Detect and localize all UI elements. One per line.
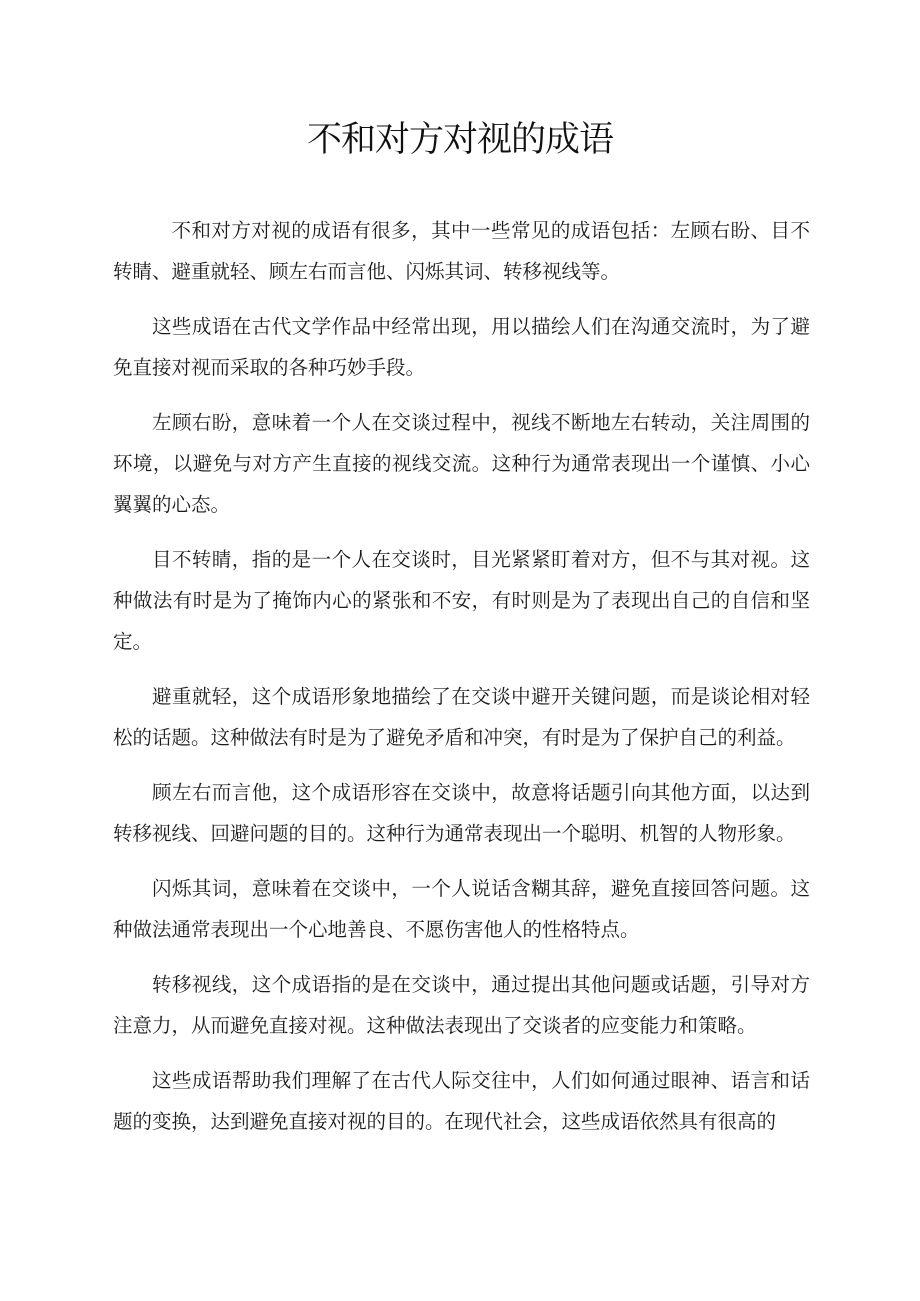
paragraph-3: 左顾右盼，意味着一个人在交谈过程中，视线不断地左右转动，关注周围的环境，以避免与对方产生直接的视线交流。这种行为通常表现出一个谨慎、小心翼翼的心态。 xyxy=(113,411,810,516)
paragraph-2: 这些成语在古代文学作品中经常出现，用以描绘人们在沟通交流时，为了避免直接对视而采取的各种巧妙手段。 xyxy=(113,315,810,379)
paragraph-6: 顾左右而言他，这个成语形容在交谈中，故意将话题引向其他方面，以达到转移视线、回避问题的目的。这种行为通常表现出一个聪明、机智的人物形象。 xyxy=(113,781,810,845)
paragraph-7: 闪烁其词，意味着在交谈中，一个人说话含糊其辞，避免直接回答问题。这种做法通常表现出一个心地善良、不愿伤害他人的性格特点。 xyxy=(113,877,810,941)
document-body xyxy=(113,210,810,1156)
paragraph-9: 这些成语帮助我们理解了在古代人际交往中，人们如何通过眼神、语言和话题的变换，达到避免直接对视的目的。在现代社会，这些成语依然具有很高的 xyxy=(113,1069,810,1133)
paragraph-8: 转移视线，这个成语指的是在交谈中，通过提出其他问题或话题，引导对方注意力，从而避免直接对视。这种做法表现出了交谈者的应变能力和策略。 xyxy=(113,973,810,1037)
document-title: 不和对方对视的成语 xyxy=(306,120,613,160)
paragraph-1: 不和对方对视的成语有很多，其中一些常见的成语包括：左顾右盼、目不转睛、避重就轻、顾左右而言他、闪烁其词、转移视线等。 xyxy=(113,219,810,283)
paragraph-5: 避重就轻，这个成语形象地描绘了在交谈中避开关键问题，而是谈论相对轻松的话题。这种做法有时是为了避免矛盾和冲突，有时是为了保护自己的利益。 xyxy=(113,685,810,749)
paragraph-4: 目不转睛，指的是一个人在交谈时，目光紧紧盯着对方，但不与其对视。这种做法有时是为了掩饰内心的紧张和不安，有时则是为了表现出自己的自信和坚定。 xyxy=(113,548,810,653)
